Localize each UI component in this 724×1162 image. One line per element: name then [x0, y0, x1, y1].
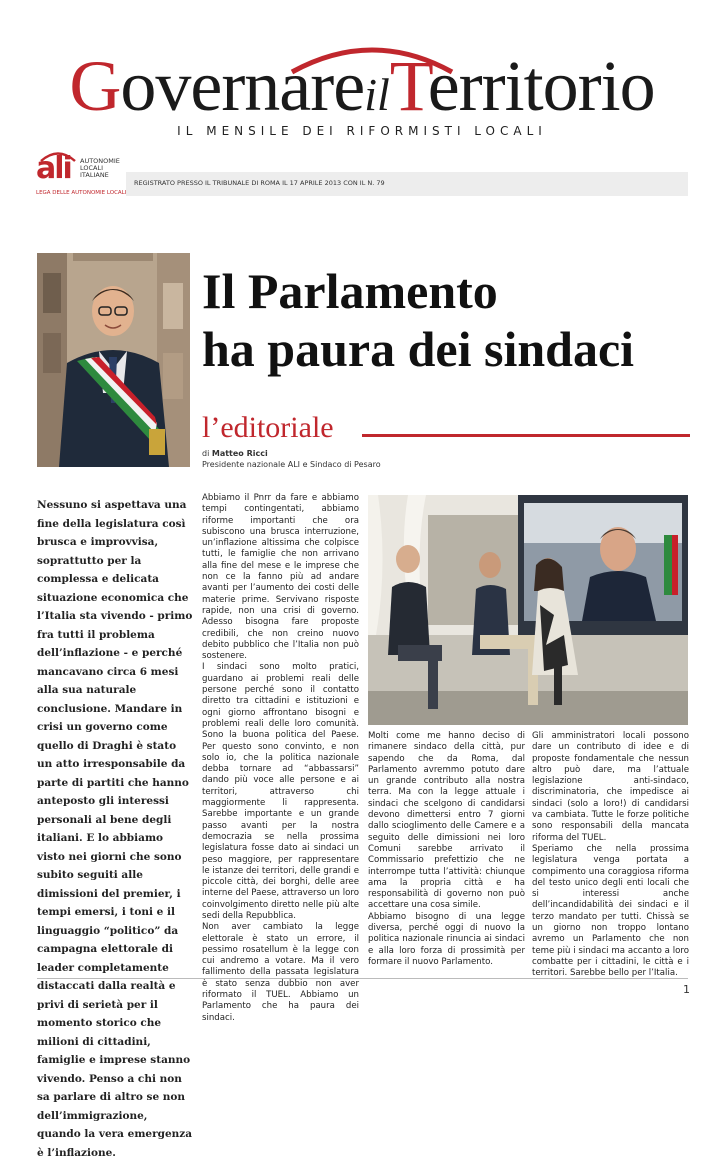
- masthead-tagline: IL MENSILE DEI RIFORMISTI LOCALI: [177, 124, 547, 138]
- masthead-title-overnare: overnare: [120, 46, 365, 126]
- masthead-title-t: T: [389, 46, 428, 126]
- ali-logo-line-2: LOCALI: [80, 164, 104, 172]
- byline-prefix: di: [202, 449, 210, 458]
- body-paragraph: Gli amministratori locali possono dare un contributo di idee e di proposte fondamentale che nessun altro può dare, ma l’attuale legislazione anti-sindaco, discriminatoria, che impedisce ai sindaci (solo a loro!) di candidarsi va cambiata. Tutte le forze politiche sono responsabili della mancata riforma del TUEL.: [532, 731, 689, 843]
- body-column-1: [202, 493, 359, 1024]
- body-paragraph: Abbiamo bisogno di una legge diversa, perché oggi di nuovo la politica nazionale rinuncia ai sindaci e alla loro forza di prossimità per formare il nuovo Parlamento.: [368, 911, 525, 967]
- ali-logo-line-1: AUTONOMIE: [80, 157, 120, 165]
- body-paragraph: I sindaci sono molto pratici, guardano ai problemi reali delle persone perché sono il contatto diretto tra cittadini e istituzioni e ogni giorno affrontano bisogni e problemi reali delle loro comunità. Sono la buona politica del Paese. Per questo sono convinto, e non solo io, che la politica nazionale debba tornare ad “abbassarsi” dando più voce alle persone e ai territori, attraverso chi maggiormente li rappresenta. Sarebbe importante e un grande passo avanti per la nostra democrazia se nella prossima legislatura fosse dato ai sindaci un peso maggiore, per rappresentare le istanze dei territori, delle grandi e piccole città, dei borghi, delle aree interne del Paese, attraverso un loro coinvolgimento diretto nelle più alte sedi della Repubblica.: [202, 662, 359, 921]
- lead-paragraph: Nessuno si aspettava una fine della legislatura così brusca e improvvisa, soprattutto per la complessa e delicata situazione economica che l’Italia sta vivendo - primo fra tutti il problema dell’inflazione - e perché mancavano circa 6 mesi alla sua naturale conclusione. Mandare in crisi un governo come quello di Draghi è stato un atto irresponsabile da parte di partiti che hanno anteposto gli interessi personali al bene degli italiani. E lo abbiamo visto nei giorni che sono subito seguiti alle dimissioni del premier, i tempi emersi, i toni e il linguaggio “politico” da campagna elettorale di leader completamente distaccati dalla realtà e privi di serietà per il momento storico che milioni di cittadini, famiglie e imprese stanno vivendo. Penso a chi non sa parlare di altro se non dell’immigrazione, quando la vera emergenza è l’inflazione.: [37, 499, 193, 1159]
- ali-logo-letters: ali: [36, 151, 71, 186]
- ali-logo-subtitle: LEGA DELLE AUTONOMIE LOCALI: [36, 190, 127, 196]
- headline-line-2: ha paura dei sindaci: [202, 321, 635, 377]
- event-photo: [368, 495, 688, 725]
- article-headline: [202, 262, 702, 378]
- byline: [202, 448, 381, 470]
- body-paragraph: Molti come me hanno deciso di rimanere sindaco della città, pur sapendo che da Roma, dal Parlamento avremmo potuto dare un grande contributo alla nostra terra. Ma con la legge attuale i sindaci che scelgono di candidarsi devono dimettersi entro 7 giorni dallo scioglimento delle Camere e a seguito delle dimissioni nei loro Comuni sarebbe arrivato il Commissario prefettizio che ne interrompe tutta l’attività: chiunque ama la propria città e ha responsabilità di governo non può accettare una cosa simile.: [368, 731, 525, 911]
- author-portrait-photo: [37, 253, 190, 467]
- byline-role: Presidente nazionale ALI e Sindaco di Pesaro: [202, 460, 381, 469]
- body-paragraph: Non aver cambiato la legge elettorale è stato un errore, il pessimo rosatellum è la legge con cui andremo a votare. Ma il vero fallimento della passata legislatura è stato senza dubbio non aver riformato il TUEL. Abbiamo un Parlamento che ha paura dei sindaci.: [202, 922, 359, 1023]
- section-label: l’editoriale: [202, 411, 334, 444]
- byline-author: Matteo Ricci: [211, 449, 268, 458]
- masthead-title-il: il: [364, 69, 390, 120]
- ali-logo-text: [80, 158, 120, 179]
- page-number: 1: [683, 983, 690, 996]
- body-paragraph: Abbiamo il Pnrr da fare e abbiamo tempi contingentati, abbiamo riforme importanti che ora subiscono una brusca interruzione, un’inflazione altissima che colpisce tutti, le famiglie che non arrivano alla fine del mese e le imprese che non ce la fanno più ad andare avanti per l’aumento dei costi delle materie prime. Servivano risposte rapide, non una crisi di governo. Adesso bisogna fare proposte credibili, che non creino nuovo debito pubblico che l’Italia non può sostenere.: [202, 493, 359, 662]
- body-column-3: [532, 731, 689, 980]
- registration-text: REGISTRATO PRESSO IL TRIBUNALE DI ROMA IL 17 APRILE 2013 CON IL N. 79: [134, 179, 385, 187]
- ali-logo-line-3: ITALIANE: [80, 171, 109, 179]
- registration-bar: [126, 172, 688, 196]
- masthead-title: [0, 46, 724, 135]
- ali-logo: [36, 148, 126, 200]
- portrait-illustration: [37, 253, 190, 467]
- body-paragraph: Speriamo che nella prossima legislatura venga portata a compimento una coraggiosa riforma del testo unico degli enti locali che si interessi anche dell’incandidabilità dei sindaci e il terzo mandato per tutti. Chissà se un giorno non troppo lontano avremo un Parlamento che non teme più i sindaci ma accanto a loro combatte per i cittadini, le città e i territori. Sarebbe bello per l’Italia.: [532, 843, 689, 979]
- masthead-title-g: G: [69, 46, 121, 126]
- masthead: [0, 30, 724, 140]
- body-column-2: [368, 731, 525, 968]
- event-illustration: [368, 495, 688, 725]
- headline-line-1: Il Parlamento: [202, 263, 498, 319]
- section-rule: [362, 434, 690, 437]
- footer-rule: [37, 978, 688, 979]
- masthead-title-erritorio: erritorio: [427, 46, 655, 126]
